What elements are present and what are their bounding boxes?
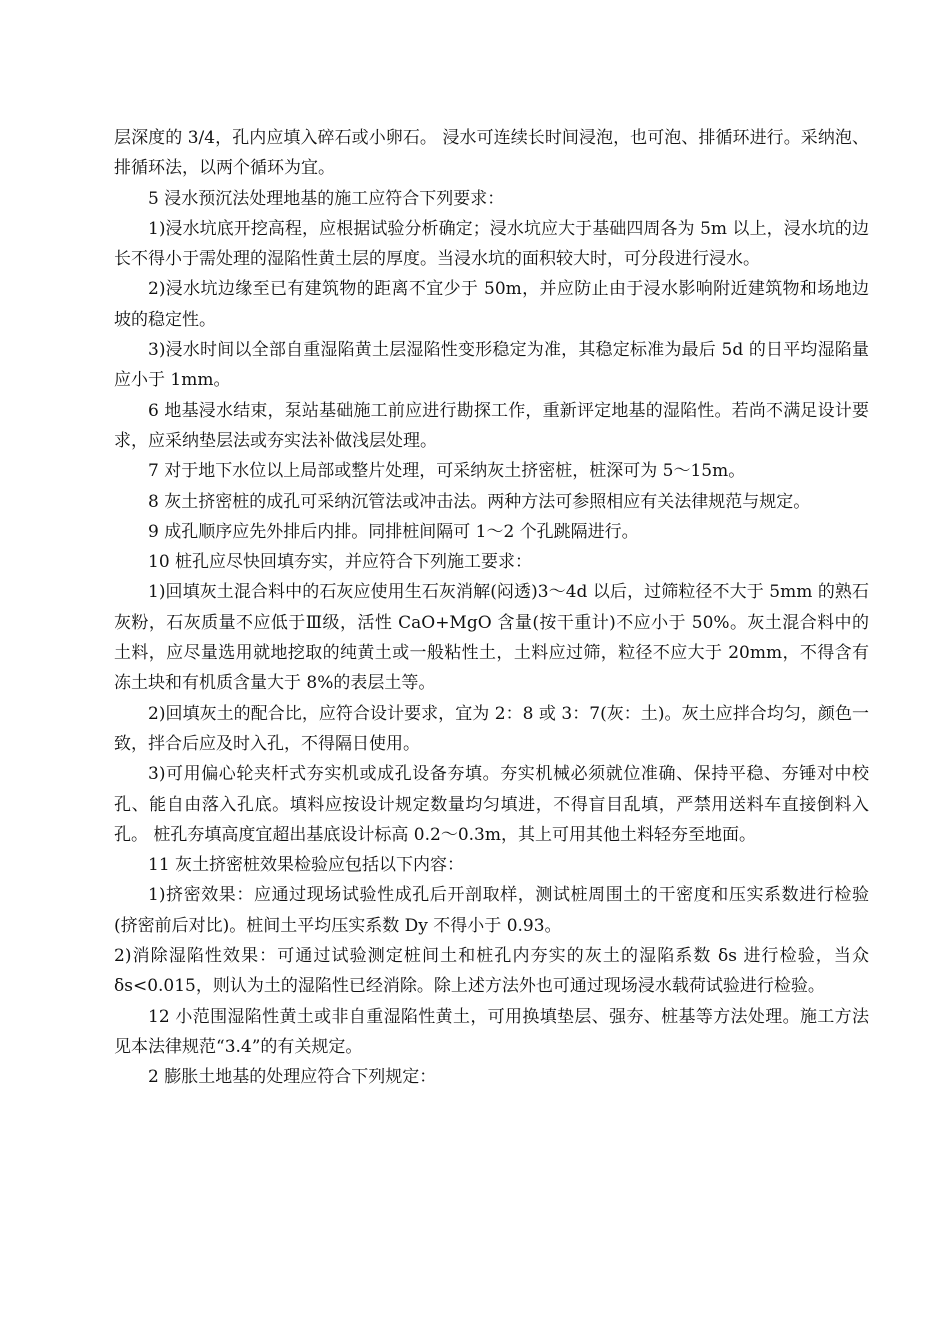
- paragraph: 2)回填灰土的配合比，应符合设计要求，宜为 2：8 或 3：7(灰：土)。灰土应拌合均匀，颜色一致，拌合后应及时入孔，不得隔日使用。: [114, 703, 869, 754]
- document-body: [114, 123, 869, 1093]
- paragraph: 7 对于地下水位以上局部或整片处理，可采纳灰土挤密桩，桩深可为 5～15m。: [148, 461, 746, 482]
- paragraph: 8 灰土挤密桩的成孔可采纳沉管法或冲击法。两种方法可参照相应有关法律规范与规定。: [148, 491, 811, 512]
- paragraph: 10 桩孔应尽快回填夯实，并应符合下列施工要求：: [148, 552, 533, 573]
- paragraph: 12 小范围湿陷性黄土或非自重湿陷性黄土，可用换填垫层、强夯、桩基等方法处理。施工方法见本法律规范“3.4”的有关规定。: [114, 1006, 869, 1057]
- paragraph: 1)挤密效果：应通过现场试验性成孔后开剖取样，测试桩周围土的干密度和压实系数进行检验(挤密前后对比)。桩间土平均压实系数 Dy 不得小于 0.93。: [114, 885, 869, 936]
- paragraph: 6 地基浸水结束，泵站基础施工前应进行勘探工作，重新评定地基的湿陷性。若尚不满足设计要求，应采纳垫层法或夯实法补做浅层处理。: [114, 400, 869, 451]
- paragraph: 9 成孔顺序应先外排后内排。同排桩间隔可 1～2 个孔跳隔进行。: [148, 521, 639, 542]
- paragraph: 2)浸水坑边缘至已有建筑物的距离不宜少于 50m，并应防止由于浸水影响附近建筑物和场地边坡的稳定性。: [114, 279, 869, 330]
- paragraph: 层深度的 3/4，孔内应填入碎石或小卵石。 浸水可连续长时间浸泡，也可泡、排循环进行。采纳泡、排循环法，以两个循环为宜。: [114, 128, 869, 179]
- paragraph: 2)消除湿陷性效果：可通过试验测定桩间土和桩孔内夯实的灰土的湿陷系数 δs 进行检验，当众 δs<0.015，则认为土的湿陷性已经消除。除上述方法外也可通过现场浸水载荷试验进行检验。: [114, 946, 869, 997]
- paragraph: 5 浸水预沉法处理地基的施工应符合下列要求：: [148, 188, 505, 209]
- paragraph: 3)可用偏心轮夹杆式夯实机或成孔设备夯填。夯实机械必须就位准确、保持平稳、夯锤对中校孔、能自由落入孔底。填料应按设计规定数量均匀填进，不得盲目乱填，严禁用送料车直接倒料入孔。 桩孔夯填高度宜超出基底设计标高 0.2～0.3m，其上可用其他土料轻夯至地面。: [114, 764, 869, 845]
- paragraph: 2 膨胀土地基的处理应符合下列规定：: [148, 1067, 437, 1088]
- paragraph: 1)回填灰土混合料中的石灰应使用生石灰消解(闷透)3～4d 以后，过筛粒径不大于 5mm 的熟石灰粉，石灰质量不应低于Ⅲ级，活性 CaO+MgO 含量(按干重计)不应小于 50%。灰土混合料中的土料，应尽量选用就地挖取的纯黄土或一般粘性土，土料应过筛，粒径不应大于 20mm，不得含有冻土块和有机质含量大于 8%的表层土等。: [114, 582, 869, 694]
- paragraph: 11 灰土挤密桩效果检验应包括以下内容：: [148, 855, 465, 876]
- paragraph: 1)浸水坑底开挖高程，应根据试验分析确定；浸水坑应大于基础四周各为 5m 以上，浸水坑的边长不得小于需处理的湿陷性黄土层的厚度。当浸水坑的面积较大时，可分段进行浸水。: [114, 218, 869, 270]
- paragraph: 3)浸水时间以全部自重湿陷黄土层湿陷性变形稳定为准，其稳定标准为最后 5d 的日平均湿陷量应小于 1mm。: [114, 340, 869, 391]
